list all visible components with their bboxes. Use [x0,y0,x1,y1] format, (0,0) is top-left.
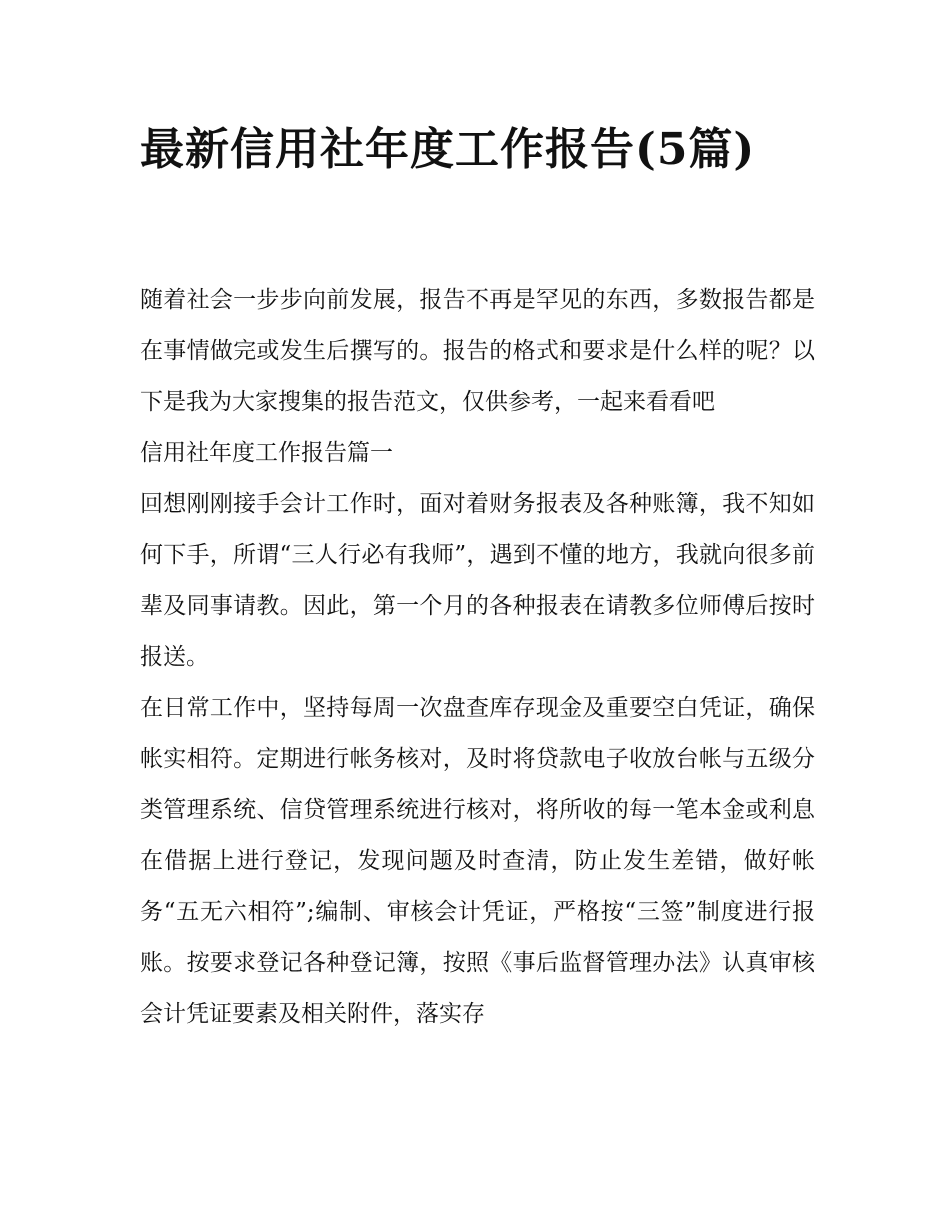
section-heading: 信用社年度工作报告篇一 [140,440,393,466]
body-paragraph: 在日常工作中，坚持每周一次盘查库存现金及重要空白凭证，确保帐实相符。定期进行帐务核对，及时将贷款电子收放台帐与五级分类管理系统、信贷管理系统进行核对，将所收的每一笔本金或利息在借据上进行登记，发现问题及时查清，防止发生差错，做好帐务“五无六相符”;编制、审核会计凭证，严格按“三签”制度进行报账。按要求登记各种登记簿，按照《事后监督管理办法》认真审核会计凭证要素及相关附件，落实存 [140,695,815,1027]
document-title: 最新信用社年度工作报告(5篇) [140,124,756,175]
document-body [140,275,815,1040]
intro-paragraph: 随着社会一步步向前发展，报告不再是罕见的东西，多数报告都是在事情做完或发生后撰写的。报告的格式和要求是什么样的呢？以下是我为大家搜集的报告范文，仅供参考，一起来看看吧 [140,287,815,415]
body-paragraph: 回想刚刚接手会计工作时，面对着财务报表及各种账簿，我不知如何下手，所谓“三人行必有我师”，遇到不懂的地方，我就向很多前辈及同事请教。因此，第一个月的各种报表在请教多位师傅后按时报送。 [140,491,815,670]
